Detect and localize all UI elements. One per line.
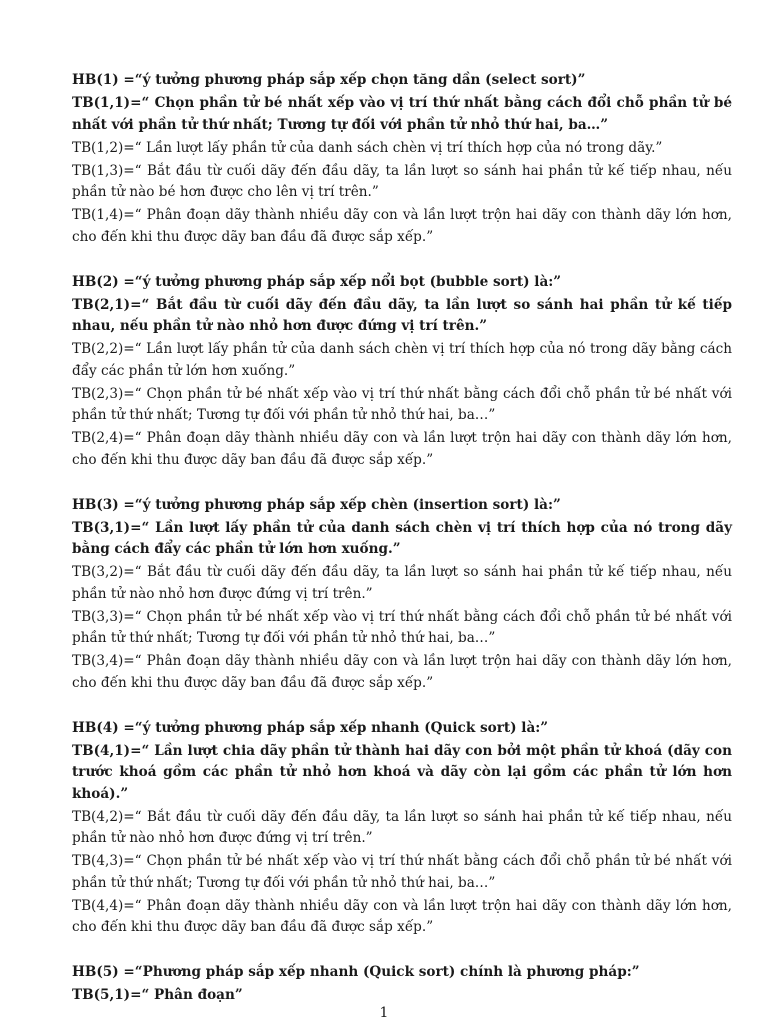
answer-option: TB(2,2)=“ Lần lượt lấy phần tử của danh sách chèn vị trí thích hợp của nó trong dãy bằng cách đẩy các phần tử lớn hơn xuống.” xyxy=(72,341,732,379)
section-spacer xyxy=(72,473,732,495)
answer-option: TB(1,2)=“ Lần lượt lấy phần tử của danh sách chèn vị trí thích hợp của nó trong dãy.” xyxy=(72,139,663,156)
section-spacer xyxy=(72,940,732,962)
answer-option: TB(1,4)=“ Phân đoạn dãy thành nhiều dãy con và lần lượt trộn hai dãy con thành dãy lớn hơn, cho đến khi thu được dãy ban đầu đã được sắp xếp.” xyxy=(72,207,732,245)
question-heading: HB(3) =“ý tưởng phương pháp sắp xếp chèn (insertion sort) là:” xyxy=(72,496,561,513)
answer-correct: TB(5,1)=“ Phân đoạn” xyxy=(72,987,243,1003)
answer-option: TB(3,4)=“ Phân đoạn dãy thành nhiều dãy con và lần lượt trộn hai dãy con thành dãy lớn hơn, cho đến khi thu được dãy ban đầu đã được sắp xếp.” xyxy=(72,653,732,691)
answer-correct: TB(2,1)=“ Bắt đầu từ cuối dãy đến đầu dãy, ta lần lượt so sánh hai phần tử kế tiếp nhau, nếu phần tử nào nhỏ hơn được đứng vị trí trên.” xyxy=(72,296,732,334)
answer-correct: TB(1,1)=“ Chọn phần tử bé nhất xếp vào vị trí thứ nhất bằng cách đổi chỗ phần tử bé nhất với phần tử thứ nhất; Tương tự đối với phần tử nhỏ thứ hai, ba…” xyxy=(72,95,732,133)
answer-option: TB(2,4)=“ Phân đoạn dãy thành nhiều dãy con và lần lượt trộn hai dãy con thành dãy lớn hơn, cho đến khi thu được dãy ban đầu đã được sắp xếp.” xyxy=(72,430,732,468)
page-number: 1 xyxy=(379,1005,389,1021)
answer-correct: TB(4,1)=“ Lần lượt chia dãy phần tử thành hai dãy con bởi một phần tử khoá (dãy con trước khoá gồm các phần tử nhỏ hơn khoá và dãy còn lại gồm các phần tử lớn hơn khoá).” xyxy=(72,742,732,802)
question-block-1 xyxy=(72,70,732,248)
question-block-4 xyxy=(72,718,732,939)
answer-option: TB(4,3)=“ Chọn phần tử bé nhất xếp vào vị trí thứ nhất bằng cách đổi chỗ phần tử bé nhất với phần tử thứ nhất; Tương tự đối với phần tử nhỏ thứ hai, ba…” xyxy=(72,853,732,891)
question-heading: HB(1) =“ý tưởng phương pháp sắp xếp chọn tăng dần (select sort)” xyxy=(72,72,586,88)
section-spacer xyxy=(72,250,732,272)
answer-option: TB(4,4)=“ Phân đoạn dãy thành nhiều dãy con và lần lượt trộn hai dãy con thành dãy lớn hơn, cho đến khi thu được dãy ban đầu đã được sắp xếp.” xyxy=(72,897,732,935)
question-block-5 xyxy=(72,962,732,1007)
section-spacer xyxy=(72,696,732,718)
answer-option: TB(3,2)=“ Bắt đầu từ cuối dãy đến đầu dãy, ta lần lượt so sánh hai phần tử kế tiếp nhau, nếu phần tử nào nhỏ hơn được đứng vị trí trên.” xyxy=(72,564,732,602)
answer-option: TB(4,2)=“ Bắt đầu từ cuối dãy đến đầu dãy, ta lần lượt so sánh hai phần tử kế tiếp nhau, nếu phần tử nào nhỏ hơn được đứng vị trí trên.” xyxy=(72,808,732,846)
document-page xyxy=(72,70,732,1008)
answer-option: TB(1,3)=“ Bắt đầu từ cuối dãy đến đầu dãy, ta lần lượt so sánh hai phần tử kế tiếp nhau, nếu phần tử nào bé hơn được cho lên vị trí trên.” xyxy=(72,162,732,200)
question-heading: HB(5) =“Phương pháp sắp xếp nhanh (Quick sort) chính là phương pháp:” xyxy=(72,964,640,980)
question-heading: HB(2) =“ý tưởng phương pháp sắp xếp nổi bọt (bubble sort) là:” xyxy=(72,273,562,290)
question-block-3 xyxy=(72,495,732,695)
question-heading: HB(4) =“ý tưởng phương pháp sắp xếp nhanh (Quick sort) là:” xyxy=(72,719,549,736)
answer-correct: TB(3,1)=“ Lần lượt lấy phần tử của danh sách chèn vị trí thích hợp của nó trong dãy bằng cách đẩy các phần tử lớn hơn xuống.” xyxy=(72,519,732,557)
answer-option: TB(3,3)=“ Chọn phần tử bé nhất xếp vào vị trí thứ nhất bằng cách đổi chỗ phần tử bé nhất với phần tử thứ nhất; Tương tự đối với phần tử nhỏ thứ hai, ba…” xyxy=(72,608,732,646)
answer-option: TB(2,3)=“ Chọn phần tử bé nhất xếp vào vị trí thứ nhất bằng cách đổi chỗ phần tử bé nhất với phần tử thứ nhất; Tương tự đối với phần tử nhỏ thứ hai, ba…” xyxy=(72,385,732,423)
question-block-2 xyxy=(72,272,732,472)
